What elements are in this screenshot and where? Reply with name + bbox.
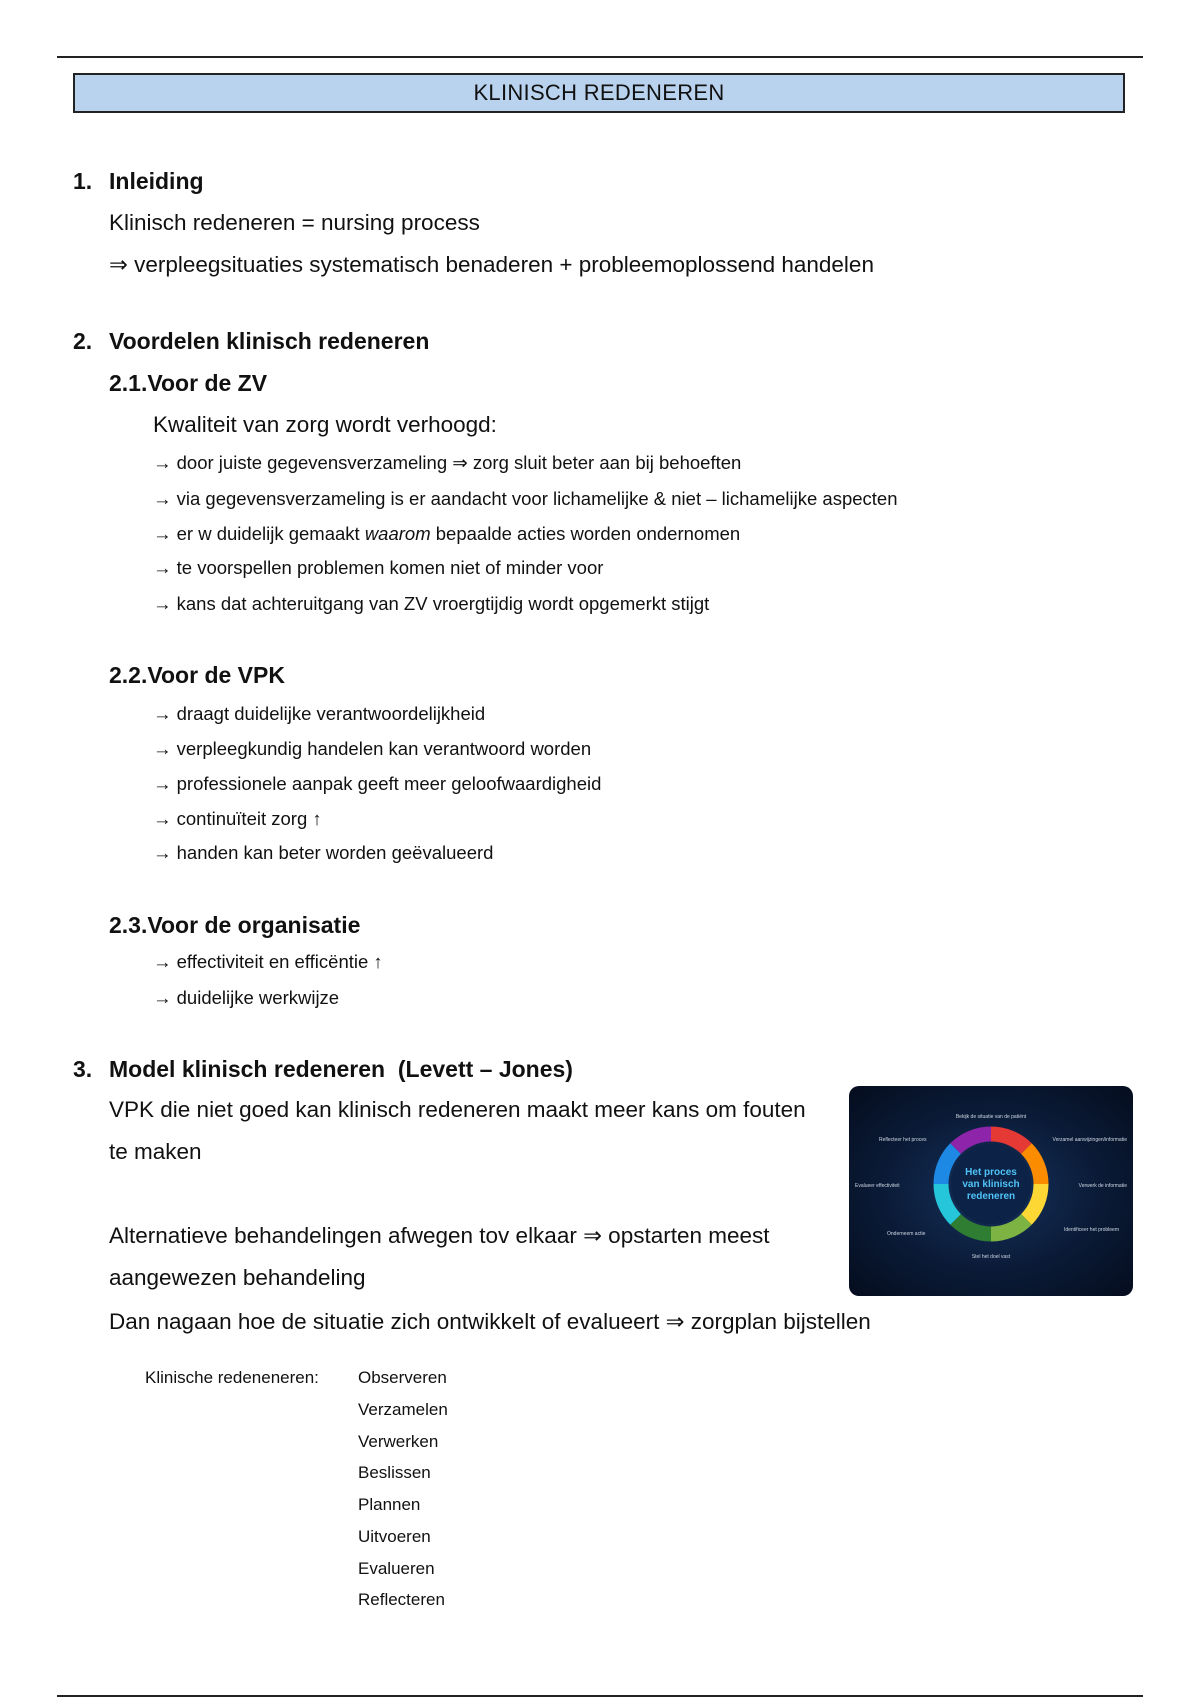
- cycle-label-3: Verwerk de informatie: [1078, 1183, 1127, 1189]
- cycle-label-4: Identificeer het probleem: [1063, 1227, 1119, 1233]
- step-item: Observeren: [358, 1368, 447, 1387]
- zv-bullet-3-start: → er w duidelijk gemaakt: [153, 523, 365, 544]
- vpk-bullet-3: → professionele aanpak geeft meer geloofwaardigheid: [153, 773, 602, 794]
- cycle-label-8: Reflecteer het proces: [879, 1137, 927, 1143]
- zv-bullet-5: → kans dat achteruitgang van ZV vroergtijdig wordt opgemerkt stijgt: [153, 593, 710, 614]
- cycle-label-2: Verzamel aanwijzingen/informatie: [1052, 1137, 1127, 1143]
- section-2-number: 2.: [73, 328, 93, 354]
- cycle-label-1: Bekijk de situatie van de patiënt: [955, 1114, 1027, 1120]
- step-item: Verzamelen: [358, 1400, 448, 1419]
- cycle-diagram: [849, 1086, 1133, 1296]
- zv-bullet-4: → te voorspellen problemen komen niet of minder voor: [153, 557, 604, 578]
- subsection-2-2-title: Voor de VPK: [147, 662, 285, 688]
- section-3-number: 3.: [73, 1056, 93, 1082]
- section-2-heading: [73, 328, 429, 355]
- cycle-center-line-3: redeneren: [966, 1191, 1016, 1202]
- section-1-line-1: Klinisch redeneren = nursing process: [109, 210, 480, 235]
- steps-list-label: Klinische redeneneren:: [145, 1368, 319, 1387]
- step-item: Plannen: [358, 1495, 421, 1514]
- zv-bullet-2: → via gegevensverzameling is er aandacht voor lichamelijke & niet – lichamelijke aspecten: [153, 488, 898, 509]
- step-item: Uitvoeren: [358, 1527, 431, 1546]
- subsection-2-2-heading: [109, 662, 285, 689]
- zv-bullet-3: [153, 523, 740, 545]
- step-item: Evalueren: [358, 1559, 435, 1578]
- section-1-line-2: ⇒ verpleegsituaties systematisch benaderen + probleemoplossend handelen: [109, 252, 874, 277]
- vpk-bullet-1: → draagt duidelijke verantwoordelijkheid: [153, 703, 486, 724]
- subsection-2-2-number: 2.2.: [109, 662, 148, 688]
- zv-bullet-1: → door juiste gegevensverzameling ⇒ zorg sluit beter aan bij behoeften: [153, 452, 742, 473]
- section-1-title: Inleiding: [109, 168, 204, 194]
- cycle-label-6: Onderneem actie: [887, 1231, 926, 1237]
- bottom-rule: [57, 1695, 1143, 1697]
- vpk-bullet-2: → verpleegkundig handelen kan verantwoord worden: [153, 738, 592, 759]
- section-3-title: Model klinisch redeneren (Levett – Jones): [109, 1056, 573, 1082]
- cycle-center-line-2: van klinisch: [962, 1179, 1020, 1190]
- section-3-heading: [73, 1056, 573, 1083]
- section-1-number: 1.: [73, 168, 93, 194]
- section-1-heading: [73, 168, 204, 195]
- subsection-2-3-title: Voor de organisatie: [147, 912, 361, 938]
- cycle-center-line-1: Het proces: [965, 1167, 1017, 1178]
- subsection-2-1-number: 2.1.: [109, 370, 148, 396]
- model-paragraph-2: Alternatieve behandelingen afwegen tov elkaar ⇒ opstarten meest aangewezen behandeling: [109, 1223, 770, 1290]
- cycle-label-5: Stel het doel vast: [971, 1254, 1011, 1260]
- clinical-reasoning-cycle-image: [849, 1086, 1133, 1296]
- subsection-2-3-number: 2.3.: [109, 912, 148, 938]
- org-bullet-2: → duidelijke werkwijze: [153, 987, 340, 1008]
- zv-bullet-3-rest: bepaalde acties worden ondernomen: [430, 523, 741, 544]
- top-rule: [57, 56, 1143, 58]
- subsection-2-1-heading: [109, 370, 267, 397]
- subsection-2-1-title: Voor de ZV: [147, 370, 268, 396]
- section-2-title: Voordelen klinisch redeneren: [109, 328, 430, 354]
- page-title: KLINISCH REDENEREN: [73, 73, 1125, 113]
- step-item: Reflecteren: [358, 1590, 445, 1609]
- zv-bullet-3-emphasis: waarom: [364, 523, 431, 544]
- step-item: Verwerken: [358, 1432, 439, 1451]
- step-item: Beslissen: [358, 1463, 431, 1482]
- subsection-2-3-heading: [109, 912, 360, 939]
- model-paragraph-3: Dan nagaan hoe de situatie zich ontwikkelt of evalueert ⇒ zorgplan bijstellen: [109, 1309, 871, 1334]
- vpk-bullet-5: → handen kan beter worden geëvalueerd: [153, 842, 494, 863]
- quality-intro: Kwaliteit van zorg wordt verhoogd:: [153, 412, 497, 437]
- model-paragraph-1: VPK die niet goed kan klinisch redeneren maakt meer kans om fouten te maken: [109, 1097, 806, 1164]
- cycle-label-7: Evalueer effectiviteit: [855, 1183, 900, 1189]
- org-bullet-1: → effectiviteit en efficëntie ↑: [153, 951, 383, 972]
- vpk-bullet-4: → continuïteit zorg ↑: [153, 808, 322, 829]
